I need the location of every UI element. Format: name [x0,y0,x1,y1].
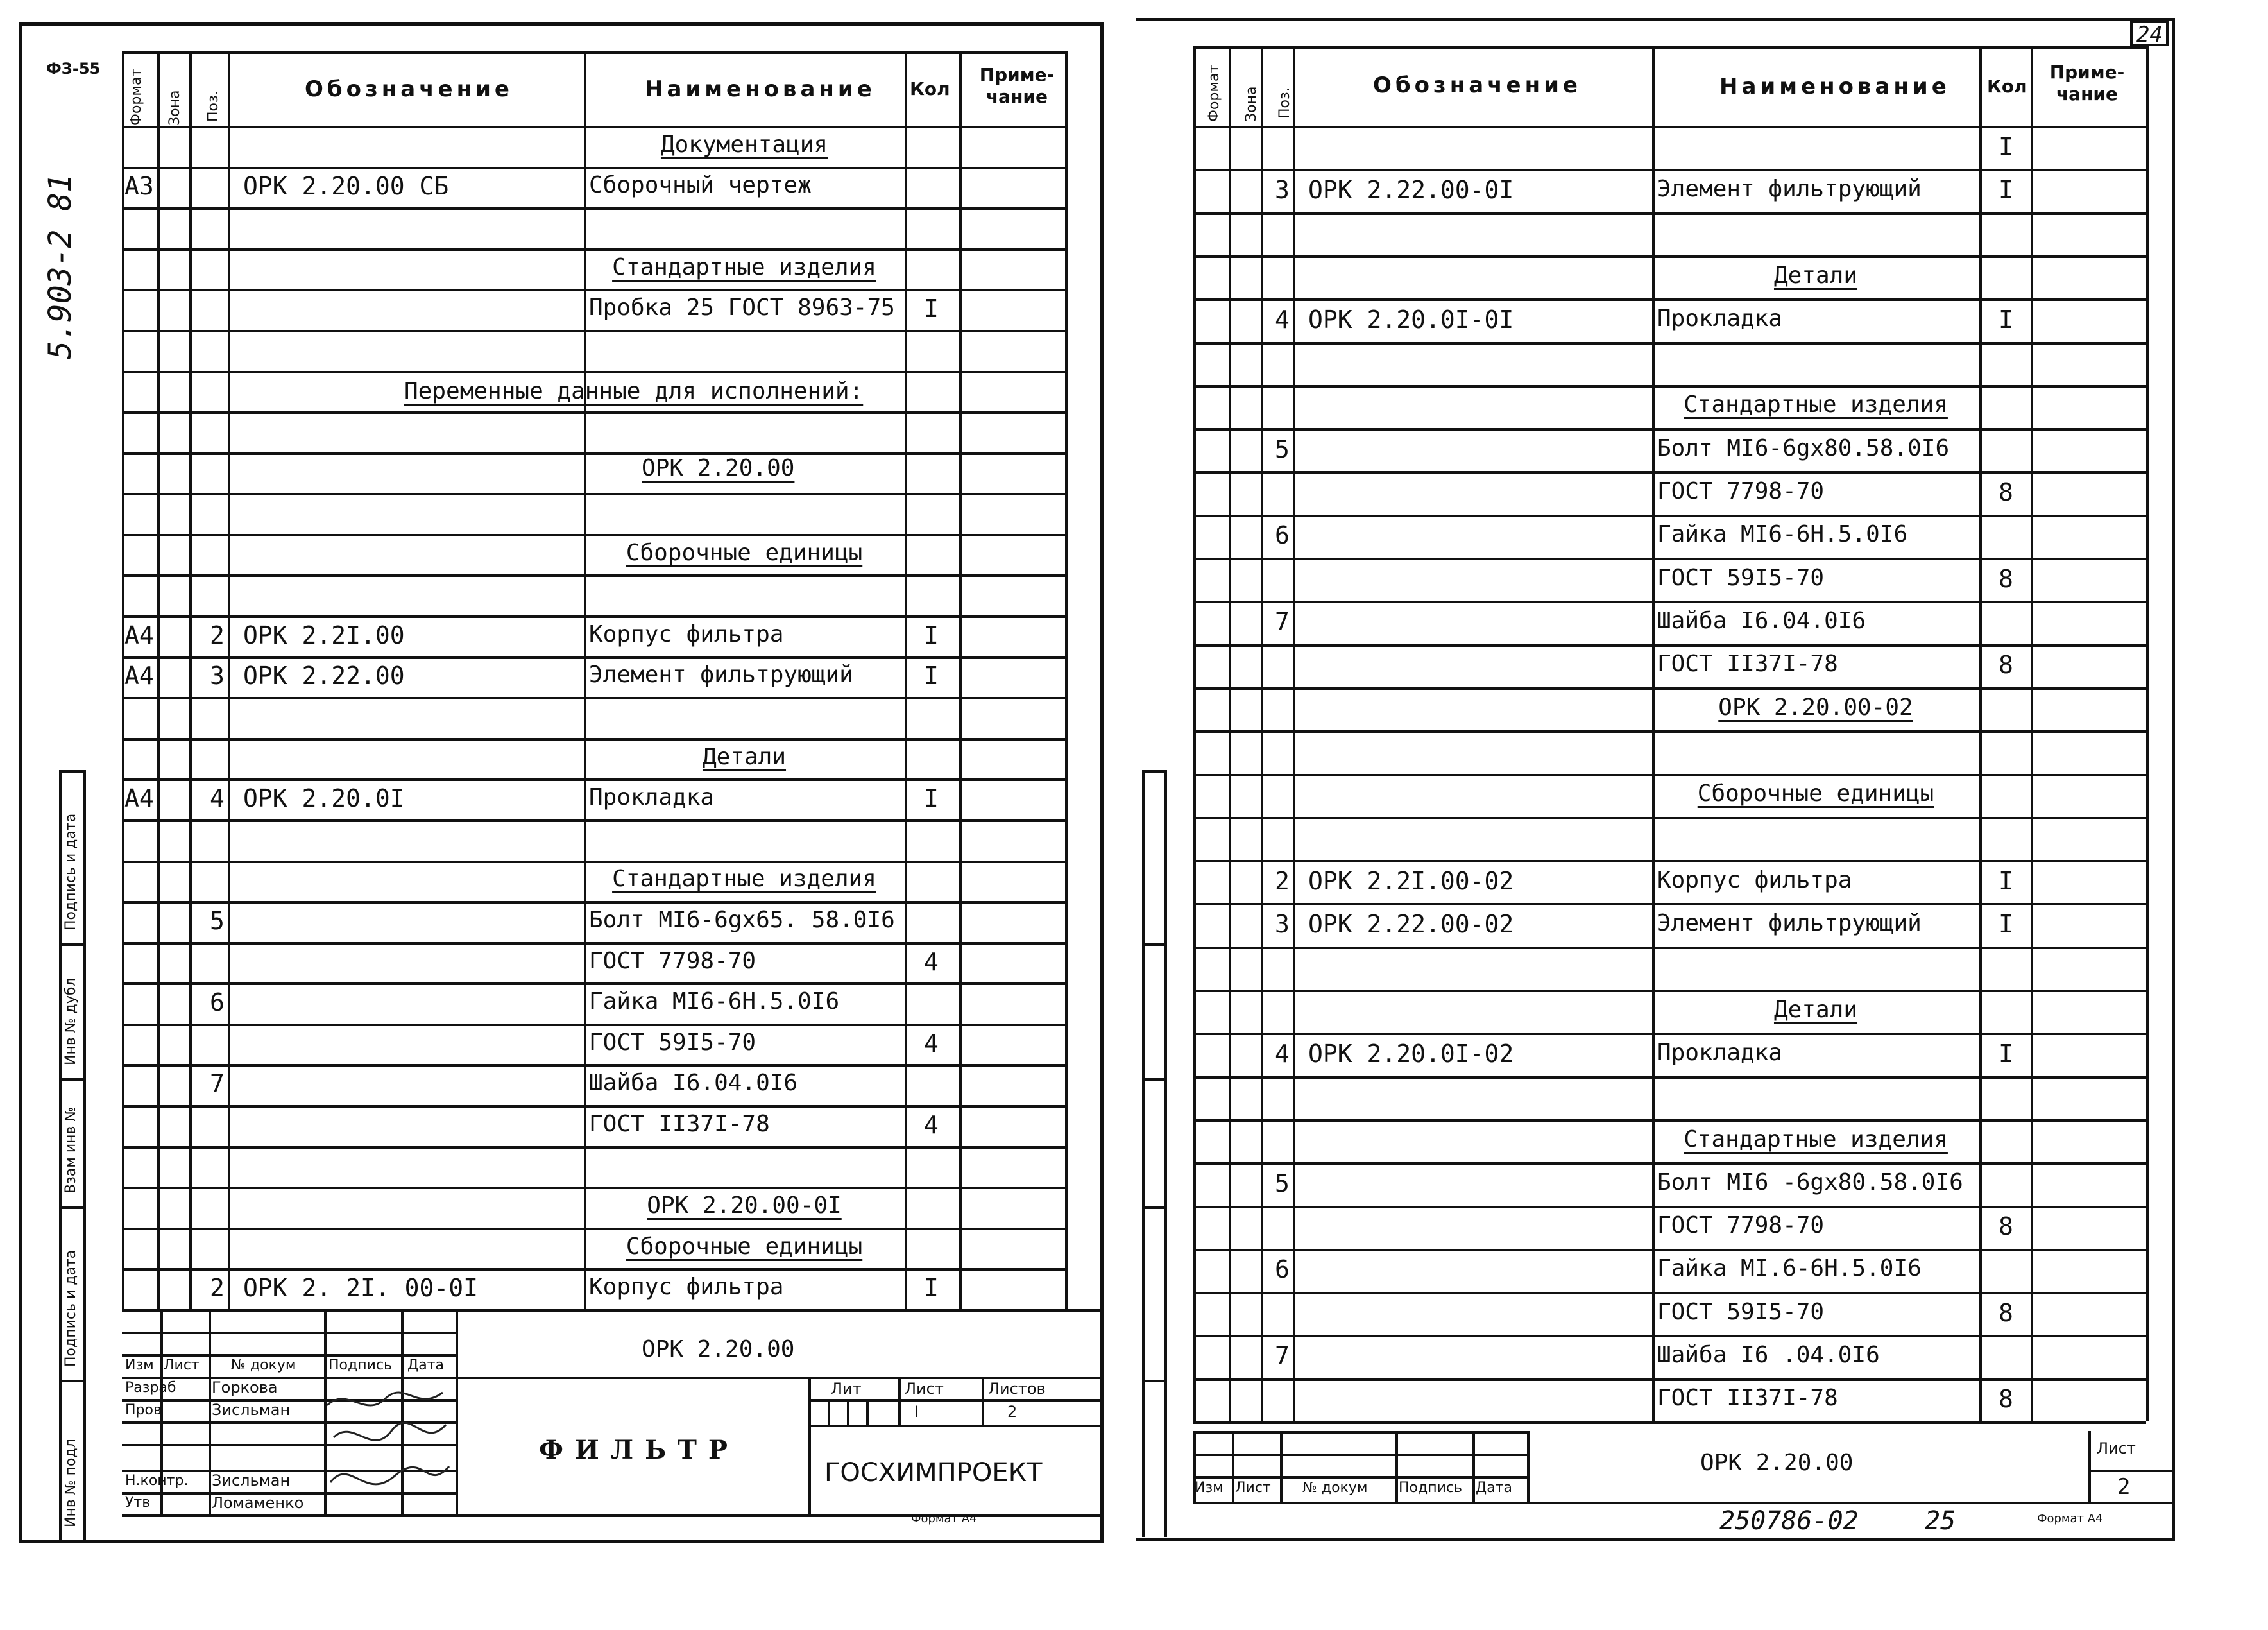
grid-row-line [1193,1076,2146,1079]
row-position: 7 [210,1070,225,1099]
grid-row-line [122,574,1065,577]
grid-row-line [1193,1033,2146,1035]
header-pos: Поз. [205,90,221,122]
tb-name-nkontr: Зисльман [212,1471,291,1489]
grid-row-line [1193,212,2146,215]
row-position: 2 [210,1274,225,1303]
grid-row-line [1193,730,2146,733]
row-name: Прокладка [1657,1039,1783,1066]
grid-row-line [122,1268,1065,1271]
side-inv-dubl: Инв № дубл [63,977,79,1065]
row-name: ГОСТ II37I-78 [589,1110,770,1137]
row-section-heading: Документация [660,131,828,158]
row-name: Корпус фильтра [1657,866,1852,893]
grid-row-line [122,207,1065,210]
r-header-zone: Зона [1243,86,1259,122]
header-zone: Зона [167,90,183,126]
row-section-heading: Детали [1773,996,1858,1023]
row-quantity: 8 [1999,1212,2013,1241]
grid-col-line [228,51,230,1309]
grid-top-line [122,51,1065,54]
row-position: 2 [210,621,225,649]
grid-row-line [122,167,1065,169]
row-quantity: 8 [1999,1298,2013,1327]
r-tb-col-list: Лист [1235,1480,1271,1496]
r-tb-col-izm: Изм [1195,1480,1224,1496]
grid-row-line [122,1187,1065,1189]
grid-row-line [1193,1335,2146,1337]
product-title: ФИЛЬТР [539,1435,739,1465]
grid-row-line [122,1064,1065,1067]
grid-row-line [1193,860,2146,862]
grid-row-line [1193,1378,2146,1381]
row-position: 6 [1275,521,1290,550]
row-quantity: I [924,662,939,691]
form-code: ФЗ-55 [46,60,101,78]
row-quantity: I [1999,910,2013,939]
grid-row-line [1193,1119,2146,1122]
tb-role-nkontr: Н.контр. [125,1473,189,1489]
grid-col-line [1193,46,1196,1421]
grid-row-line [122,901,1065,904]
grid-row-line [1193,947,2146,949]
row-name: ГОСТ 59I5-70 [589,1029,756,1056]
grid-row-line [122,452,1065,455]
grid-row-line [1193,255,2146,258]
row-name: Элемент фильтрующий [589,662,853,689]
row-position: 3 [210,662,225,691]
grid-row-line [1193,817,2146,819]
row-section-heading: Сборочные единицы [626,539,863,566]
grid-row-line [122,371,1065,373]
grid-row-line [122,493,1065,495]
row-position: 5 [1275,1169,1290,1197]
row-format: А4 [124,621,154,649]
r-header-qty: Кол [1987,76,2027,97]
row-quantity: I [1999,305,2013,334]
tb-col-izm: Изм [125,1357,154,1373]
row-name: ГОСТ 7798-70 [1657,478,1825,505]
row-name: Прокладка [1657,305,1783,332]
row-name: Пробка 25 ГОСТ 8963-75 [589,295,895,322]
row-quantity: I [924,784,939,813]
grid-col-line [2146,46,2149,1421]
right-format-note: Формат А4 [2037,1512,2103,1525]
row-quantity: 8 [1999,564,2013,593]
grid-row-line [1193,471,2146,474]
tb-col-list: Лист [164,1357,200,1373]
row-position: 7 [1275,1342,1290,1371]
row-section-heading: Детали [1773,262,1858,289]
grid-col-line [2031,46,2033,1421]
row-position: 4 [210,784,225,813]
row-name: ГОСТ II37I-78 [1657,1385,1838,1412]
grid-row-line [122,248,1065,251]
grid-header-line [1193,126,2146,128]
grid-row-line [1193,558,2146,560]
grid-row-line [1193,601,2146,603]
row-name: ГОСТ 59I5-70 [1657,1298,1825,1325]
row-quantity: 8 [1999,651,2013,680]
grid-row-line [1193,774,2146,776]
header-name: Наименование [645,76,876,102]
row-name: Прокладка [589,784,715,811]
grid-row-line [122,982,1065,985]
grid-row-line [1193,1249,2146,1251]
tb-role-prov: Пров [125,1402,162,1418]
grid-row-line [1193,1292,2146,1294]
page-number-box [2130,21,2169,46]
row-section-heading: Стандартные изделия [612,866,876,893]
row-name: Гайка МI6-6Н.5.0I6 [1657,521,1908,548]
row-name: Шайба I6 .04.0I6 [1657,1342,1880,1369]
grid-col-line [1261,46,1263,1421]
header-designation: Обозначение [305,76,513,102]
grid-row-line [122,330,1065,332]
row-quantity: I [924,295,939,323]
grid-row-line [122,615,1065,618]
grid-row-line [122,534,1065,536]
tb-name-razrab: Горкова [212,1378,278,1396]
grid-row-line [122,942,1065,945]
side-inv-podl: Инв № подл [63,1439,79,1527]
row-quantity: 4 [924,1029,939,1058]
side-sign-date-2: Подпись и дата [63,1249,79,1367]
grid-row-line [122,861,1065,863]
grid-row-line [1193,342,2146,345]
row-quantity: I [1999,132,2013,161]
variable-data-heading: Переменные данные для исполнений: [404,378,864,404]
row-format: А4 [124,662,154,691]
grid-row-line [1193,687,2146,690]
grid-col-line [189,51,192,1309]
grid-col-line [157,51,160,1309]
r-tb-col-sign: Подпись [1399,1480,1462,1496]
right-doc-designation: ОРК 2.20.00 [1700,1450,1854,1476]
row-name: Болт МI6-6gx80.58.0I6 [1657,434,1950,461]
row-quantity: 8 [1999,1385,2013,1414]
r-header-name: Наименование [1719,74,1950,99]
r-header-format: Формат [1206,64,1222,122]
row-quantity: I [1999,866,2013,895]
grid-row-line [1193,990,2146,992]
tb-list-value: I [914,1403,919,1421]
row-designation: ОРК 2.20.0I [243,784,405,813]
row-designation: ОРК 2.2I.00 [243,621,405,649]
row-designation: ОРК 2.22.00 [243,662,405,691]
row-name: Гайка МI.6-6Н.5.0I6 [1657,1255,1922,1282]
row-name: Гайка МI6-6Н.5.0I6 [589,988,840,1015]
grid-col-line [1979,46,1982,1421]
row-name: ГОСТ II37I-78 [1657,651,1838,678]
left-format-note: Формат А4 [911,1512,977,1525]
grid-col-line [1293,46,1295,1421]
tb-name-prov: Зисльман [212,1401,291,1419]
row-designation: ОРК 2.22.00-02 [1308,910,1514,939]
r-header-note: Приме-чание [2049,62,2125,105]
row-name: Элемент фильтрующий [1657,175,1922,202]
row-quantity: I [924,621,939,649]
grid-col-line [1229,46,1231,1421]
row-position: 5 [210,906,225,935]
tb-lit-label: Лит [831,1380,862,1398]
row-name: Болт МI6-6gx65. 58.0I6 [589,906,895,933]
header-qty: Кол [910,78,950,99]
grid-row-line [1193,1206,2146,1208]
grid-row-line [122,1146,1065,1149]
grid-row-line [122,1228,1065,1230]
row-section-heading: Стандартные изделия [1684,1126,1948,1153]
row-position: 5 [1275,434,1290,463]
row-position: 2 [1275,866,1290,895]
tb-col-date: Дата [407,1357,444,1373]
archive-page: 25 [1925,1506,1956,1536]
row-quantity: 8 [1999,478,2013,507]
row-name: Шайба I6.04.0I6 [1657,607,1866,634]
tb-listov-value: 2 [1007,1403,1018,1421]
grid-row-line [122,411,1065,414]
row-name: Сборочный чертеж [589,172,812,199]
grid-row-line [122,697,1065,699]
row-name: ГОСТ 7798-70 [589,947,756,974]
row-designation: ОРК 2.22.00-0I [1308,175,1514,204]
row-section-heading: Сборочные единицы [626,1233,863,1260]
grid-top-line [1193,46,2146,49]
row-name: Шайба I6.04.0I6 [589,1070,798,1097]
row-designation: ОРК 2. 2I. 00-0I [243,1274,479,1303]
grid-row-line [122,1024,1065,1026]
header-note: Приме-чание [979,64,1055,107]
grid-row-line [1193,644,2146,647]
row-name: Элемент фильтрующий [1657,910,1922,937]
signature-scribbles [321,1380,456,1511]
r-tb-list-value: 2 [2117,1474,2131,1500]
row-quantity: 4 [924,1110,939,1139]
row-section-heading: Сборочные единицы [1697,780,1934,807]
grid-row-line [122,1105,1065,1108]
row-quantity: I [1999,1039,2013,1068]
grid-row-line [122,778,1065,781]
tb-list-label: Лист [905,1380,944,1398]
tb-name-utv: Ломаменко [212,1494,304,1512]
grid-header-line [122,126,1065,128]
variant-heading: ОРК 2.20.00 [642,455,795,481]
r-tb-col-doc: № докум [1302,1480,1368,1496]
grid-row-line [1193,428,2146,431]
row-name: Корпус фильтра [589,1274,784,1301]
row-quantity: I [1999,175,2013,204]
row-section-heading: ОРК 2.20.00-0I [647,1192,842,1219]
grid-row-line [1193,298,2146,301]
row-name: ГОСТ 59I5-70 [1657,564,1825,591]
grid-row-line [1193,1162,2146,1165]
row-quantity: I [924,1274,939,1303]
grid-row-line [1193,385,2146,388]
grid-row-line [122,289,1065,291]
row-position: 3 [1275,175,1290,204]
tb-col-doc: № докум [231,1357,296,1373]
header-format: Формат [128,68,144,126]
grid-col-line [1652,46,1655,1421]
r-header-pos: Поз. [1277,87,1293,119]
row-designation: ОРК 2.20.00 СБ [243,172,449,201]
grid-col-line [905,51,907,1309]
row-format: А4 [124,784,154,813]
tb-listov-label: Листов [988,1380,1046,1398]
row-name: ГОСТ 7798-70 [1657,1212,1825,1239]
row-position: 6 [1275,1255,1290,1284]
row-designation: ОРК 2.20.0I-0I [1308,305,1514,334]
tb-role-utv: Утв [125,1495,151,1511]
grid-row-line [122,738,1065,741]
row-position: 4 [1275,305,1290,334]
grid-row-line [1193,903,2146,905]
row-format: А3 [124,172,154,201]
row-section-heading: Детали [702,743,787,770]
tb-role-razrab: Разраб [125,1380,176,1396]
grid-col-line [959,51,962,1309]
grid-row-line [122,819,1065,822]
r-tb-list-label: Лист [2097,1439,2136,1457]
row-section-heading: Стандартные изделия [1684,391,1948,418]
row-quantity: 4 [924,947,939,976]
r-tb-col-date: Дата [1476,1480,1512,1496]
row-name: Корпус фильтра [589,621,784,648]
grid-col-line [584,51,586,1309]
grid-row-line [1193,1421,2146,1424]
side-sign-date-1: Подпись и дата [63,813,79,931]
row-section-heading: Стандартные изделия [612,253,876,280]
row-name: Болт МI6 -6gx80.58.0I6 [1657,1169,1963,1196]
handwritten-margin-note: 5.903-2 81 [42,174,78,359]
row-designation: ОРК 2.20.0I-02 [1308,1039,1514,1068]
side-vzam-inv: Взам инв № [63,1106,79,1194]
row-position: 6 [210,988,225,1017]
grid-row-line [1193,515,2146,517]
left-doc-designation: ОРК 2.20.00 [642,1336,795,1362]
grid-row-line [1193,169,2146,171]
archive-number: 250786-02 [1719,1506,1859,1536]
page-number: 24 [2136,22,2163,47]
grid-col-line [1065,51,1068,1309]
grid-row-line [122,656,1065,659]
tb-col-sign: Подпись [328,1357,392,1373]
organization: ГОСХИМПРОЕКТ [824,1458,1043,1488]
row-position: 3 [1275,910,1290,939]
row-position: 4 [1275,1039,1290,1068]
row-designation: ОРК 2.2I.00-02 [1308,866,1514,895]
row-position: 7 [1275,607,1290,636]
row-section-heading: ОРК 2.20.00-02 [1718,694,1913,721]
r-header-designation: Обозначение [1373,73,1582,98]
